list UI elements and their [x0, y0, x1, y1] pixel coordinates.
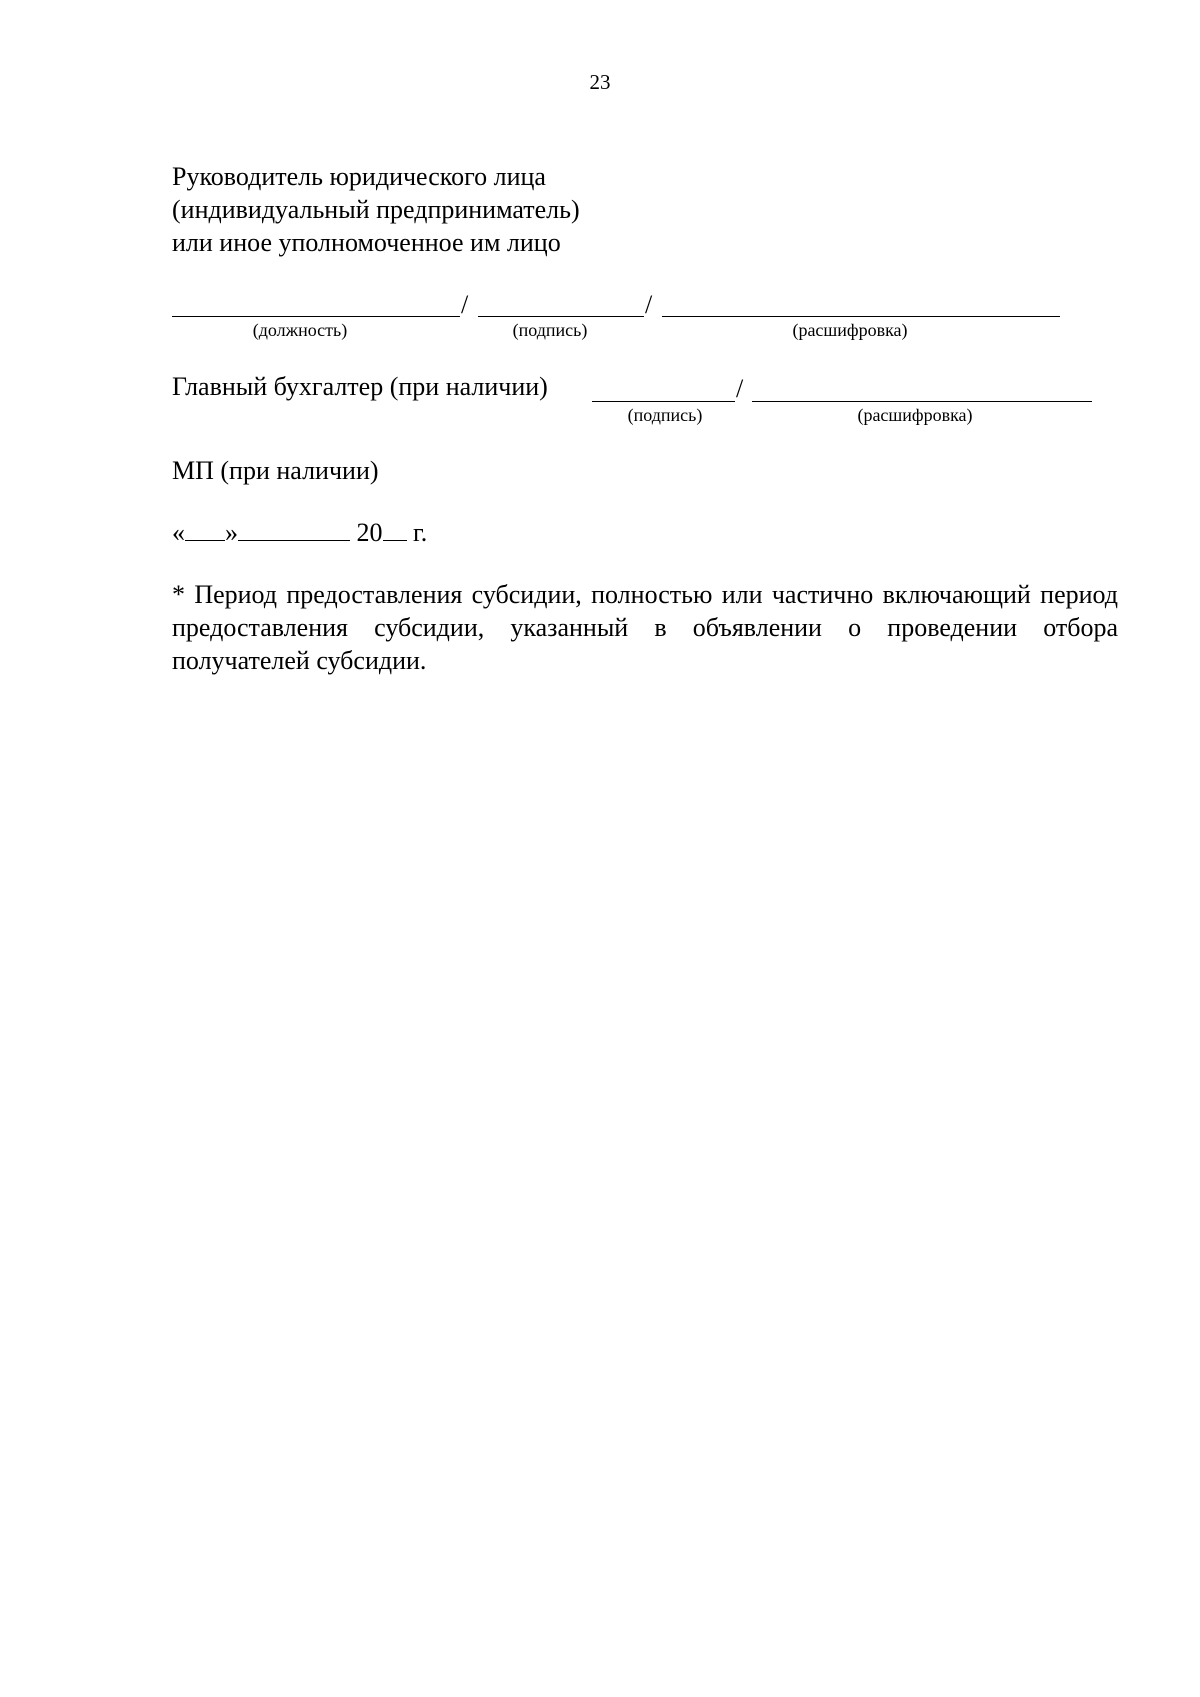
date-year-prefix: 20	[356, 518, 383, 547]
date-close-quote: »	[225, 518, 238, 547]
signatory-heading	[172, 160, 580, 259]
caption-decoding: (расшифровка)	[792, 320, 908, 340]
chief-accountant-signature-line[interactable]	[592, 401, 735, 402]
stamp-label: МП (при наличии)	[172, 456, 379, 485]
signatory-heading-line-3: или иное уполномоченное им лицо	[172, 228, 561, 257]
caption-signature: (подпись)	[512, 320, 588, 340]
chief-accountant-separator: /	[736, 374, 744, 403]
position-line[interactable]	[172, 316, 460, 317]
date-month-blank[interactable]	[238, 518, 350, 541]
footnote: * Период предоставления субсидии, полностью или частично включающий период предоставления субсидии, указанный в объявлении о проведении отбора получателей субсидии.	[172, 580, 1118, 675]
signatory-heading-line-2: (индивидуальный предприниматель)	[172, 195, 580, 224]
signatory-heading-line-1: Руководитель юридического лица	[172, 162, 546, 191]
date-year-suffix: г.	[413, 518, 428, 547]
chief-accountant-decoding-line[interactable]	[752, 401, 1092, 402]
date-open-quote: «	[172, 518, 185, 547]
signature-line[interactable]	[478, 316, 644, 317]
decoding-line[interactable]	[662, 316, 1060, 317]
date-year-blank[interactable]	[383, 518, 407, 541]
page-number: 23	[589, 70, 611, 94]
caption-position: (должность)	[252, 320, 348, 340]
position-separator: /	[461, 290, 469, 319]
date-line	[172, 518, 427, 548]
signature-separator: /	[645, 290, 653, 319]
chief-accountant-caption-signature: (подпись)	[627, 405, 703, 425]
date-day-blank[interactable]	[185, 518, 225, 541]
chief-accountant-label: Главный бухгалтер (при наличии)	[172, 372, 548, 401]
chief-accountant-caption-decoding: (расшифровка)	[857, 405, 973, 425]
